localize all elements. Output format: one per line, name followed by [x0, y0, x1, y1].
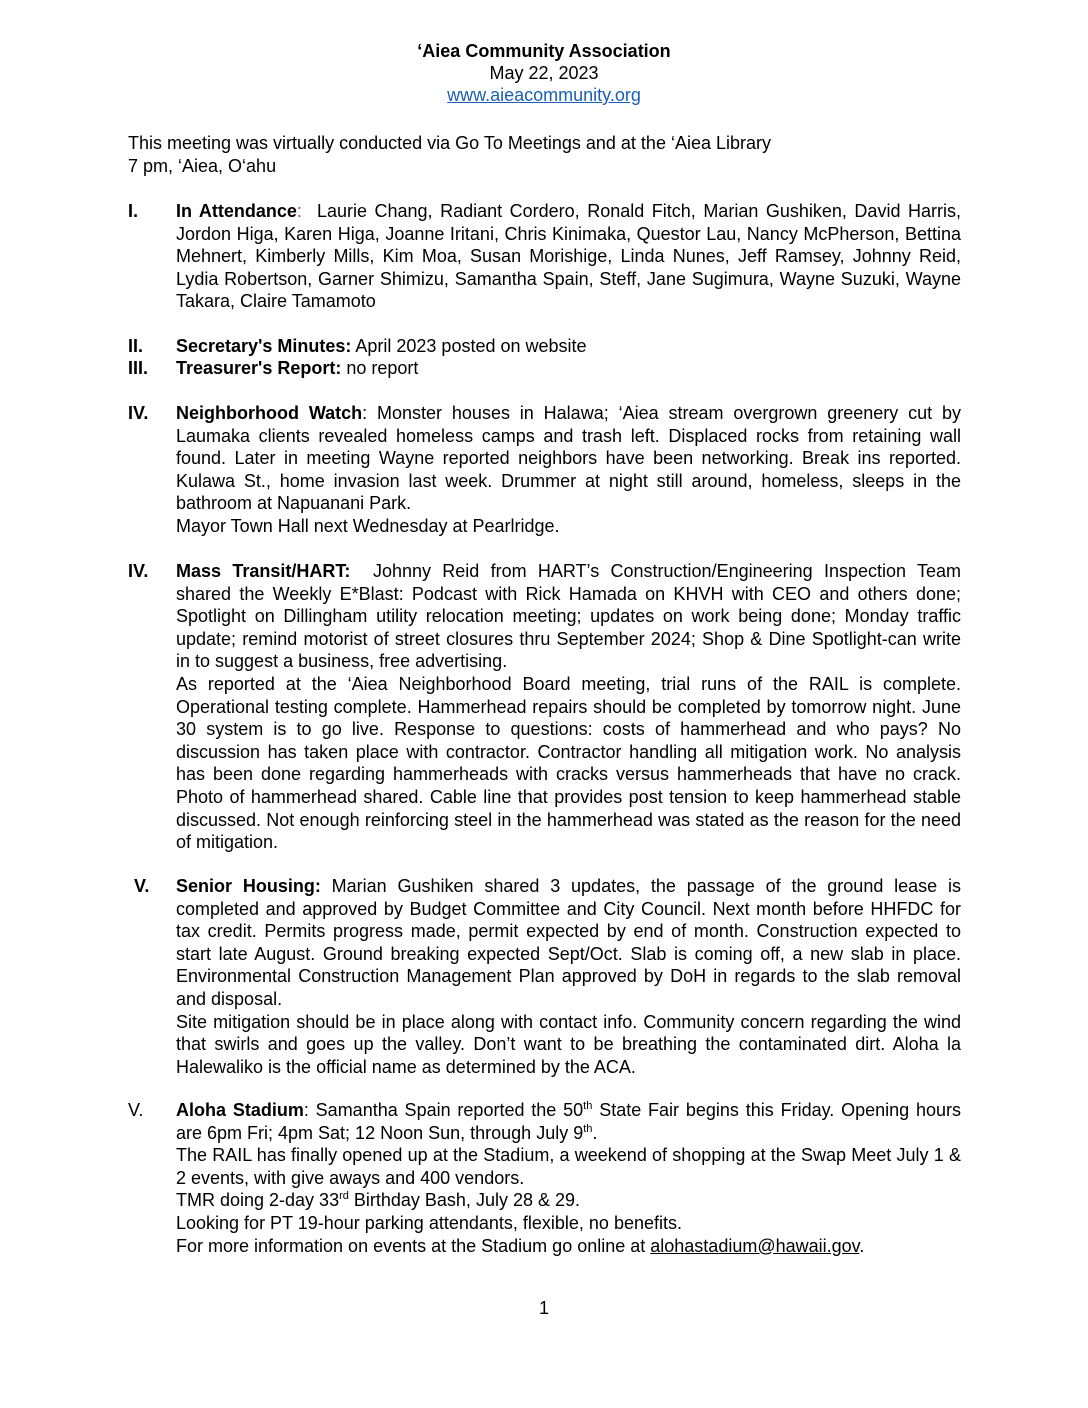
stadium-text-1a: : Samantha Spain reported the 50	[303, 1100, 584, 1120]
meeting-intro	[128, 132, 968, 178]
section-label: Aloha Stadium	[176, 1100, 304, 1120]
section-neighborhood-watch	[128, 402, 961, 538]
section-text: Johnny Reid from HART’s Construction/Engineering Inspection Team shared the Weekly E*Blast: Podcast with Rick Hamada on KHVH with CEO and others done; Spotlight on Dillingham utility relocation meeting; updates on work being done; Monday traffic update; remind motorist of street closures thru September 2024; Shop & Dine Spotlight-can write in to suggest a business, free advertising.	[176, 561, 961, 672]
section-treasurer	[128, 357, 961, 380]
meeting-date: May 22, 2023	[489, 63, 599, 83]
stadium-line-5: For more information on events at the Stadium go online at	[176, 1235, 651, 1256]
section-label: Treasurer's Report:	[176, 358, 342, 378]
stadium-line-2: The RAIL has finally opened up at the Stadium, a weekend of shopping at the Swap Meet July 1 & 2 events, with give aways and 400 vendors.	[176, 1145, 961, 1188]
superscript: rd	[339, 1190, 349, 1203]
superscript: th	[583, 1122, 593, 1135]
section-text: April 2023 posted on website	[355, 336, 587, 356]
section-attendance	[128, 200, 961, 313]
section-number: I.	[128, 201, 139, 221]
stadium-line-3a: TMR doing 2-day 33	[176, 1190, 340, 1211]
section-label: Mass Transit/HART:	[176, 561, 351, 581]
section-label: In Attendance	[176, 201, 297, 221]
stadium-line-5-end: .	[859, 1235, 865, 1256]
section-number: V.	[128, 1100, 144, 1120]
intro-line-2: 7 pm, ‘Aiea, O‘ahu	[128, 156, 277, 176]
stadium-line-4: Looking for PT 19-hour parking attendants, flexible, no benefits.	[176, 1212, 682, 1233]
stadium-line-3b: Birthday Bash, July 28 & 29.	[348, 1190, 581, 1211]
intro-line-1: This meeting was virtually conducted via Go To Meetings and at the ‘Aiea Library	[128, 133, 771, 153]
document-header	[0, 40, 1088, 106]
section-text-2: As reported at the ‘Aiea Neighborhood Board meeting, trial runs of the RAIL is complete. Operational testing complete. Hammerhead repairs should be completed by tomorrow night. June 30 system is to go live. Response to questions: costs of hammerhead and who pays? No discussion has taken place with contractor. Contractor handling all mitigation work. No analysis has been done regarding hammerheads with cracks versus hammerheads that have no crack. Photo of hammerhead shared. Cable line that provides post tension to keep hammerhead stable discussed. Not enough reinforcing steel in the hammerhead was stated as the reason for the need of mitigation.	[176, 673, 961, 853]
website-link[interactable]: www.aieacommunity.org	[447, 85, 641, 105]
section-label: Neighborhood Watch	[176, 403, 363, 423]
section-text: : Monster houses in Halawa; ‘Aiea stream overgrown greenery cut by Laumaka clients revealed homeless camps and trash left. Displaced rocks from retaining wall found. Later in meeting Wayne reported neighbors have been networking. Break ins reported. Kulawa St., home invasion last week. Drummer at night still around, homeless, sleeps in the bathroom at Napuanani Park.	[176, 403, 961, 514]
section-text: Marian Gushiken shared 3 updates, the passage of the ground lease is completed and approved by Budget Committee and City Council. Next month before HHFDC for tax credit. Permits progress made, permit expected by end of month. Construction expected to start late August. Ground breaking expected Sept/Oct. Slab is coming off, a new slab in place. Environmental Construction Management Plan approved by DoH in regards to the slab removal and disposal.	[176, 876, 961, 1009]
section-mass-transit	[128, 560, 961, 854]
section-number: III.	[128, 358, 149, 378]
org-name: ‘Aiea Community Association	[417, 41, 671, 61]
attendee-list: Laurie Chang, Radiant Cordero, Ronald Fitch, Marian Gushiken, David Harris, Jordon Higa, Karen Higa, Joanne Iritani, Chris Kinimaka, Questor Lau, Nancy McPherson, Bettina Mehnert, Kimberly Mills, Kim Moa, Susan Morishige, Linda Nunes, Jeff Ramsey, Johnny Reid, Lydia Robertson, Garner Shimizu, Samantha Spain, Steff, Jane Sugimura, Wayne Suzuki, Wayne Takara, Claire Tamamoto	[176, 201, 961, 312]
page-number: 1	[538, 1298, 549, 1318]
section-number: V.	[134, 876, 150, 896]
section-label: Secretary's Minutes:	[176, 336, 352, 356]
section-aloha-stadium	[128, 1099, 961, 1257]
section-text-2: Site mitigation should be in place along with contact info. Community concern regarding the wind that swirls and goes up the valley. Don’t want to be breathing the contaminated dirt. Aloha la Halewaliko is the official name as determined by the ACA.	[176, 1011, 961, 1077]
section-text-2: Mayor Town Hall next Wednesday at Pearlridge.	[176, 515, 560, 536]
stadium-text-1b: State Fair begins this Friday. Opening hours are 6pm Fri; 4pm Sat; 12 Noon Sun, through July 9	[176, 1100, 961, 1143]
superscript: th	[583, 1100, 593, 1112]
stadium-email-link[interactable]: alohastadium@hawaii.gov	[650, 1235, 860, 1256]
section-number: IV.	[128, 561, 149, 581]
section-number: II.	[128, 336, 144, 356]
section-label: Senior Housing:	[176, 876, 321, 896]
section-text: no report	[346, 358, 419, 378]
stadium-text-1c: .	[592, 1122, 598, 1143]
section-number: IV.	[128, 403, 149, 423]
section-senior-housing	[128, 875, 961, 1078]
label-colon: :	[296, 201, 302, 221]
section-minutes	[128, 335, 961, 358]
